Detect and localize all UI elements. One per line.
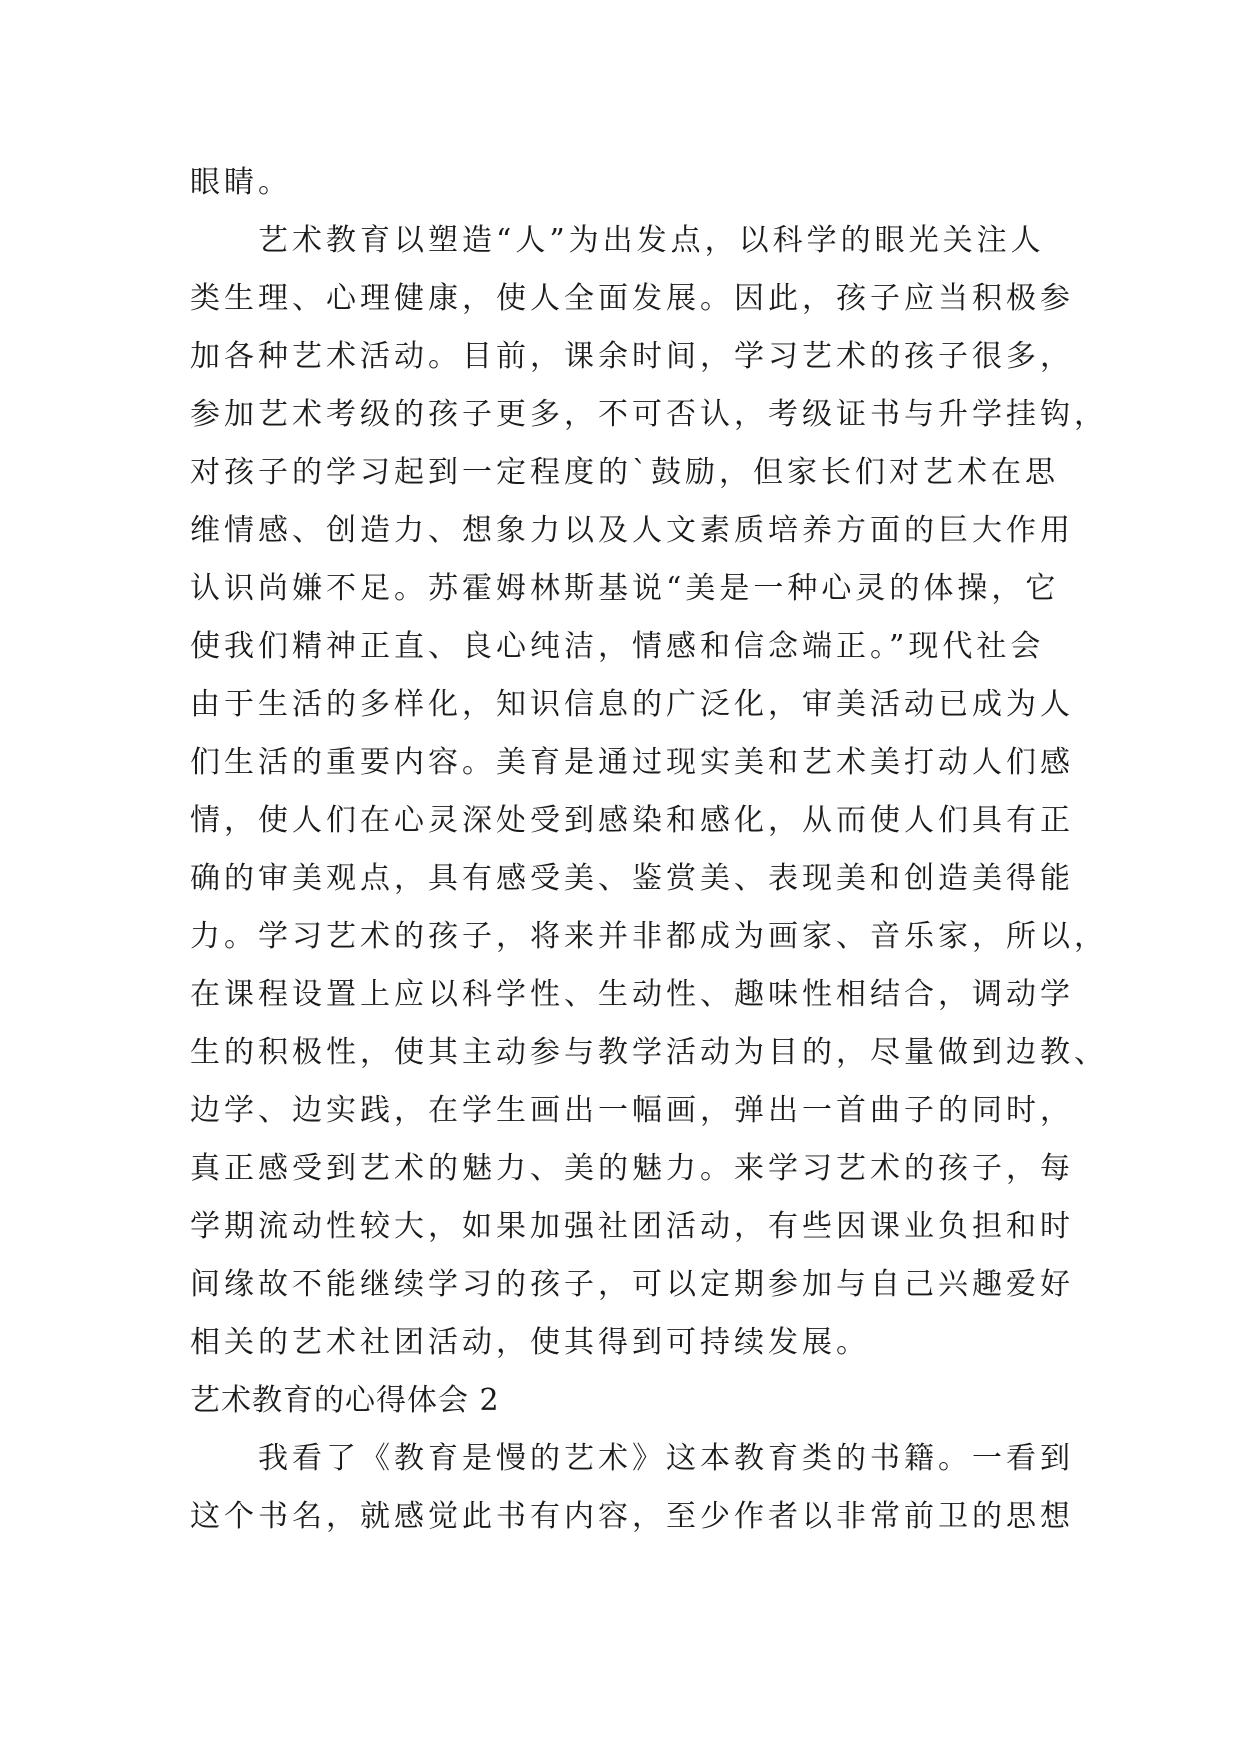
text-line: 们生活的重要内容。美育是通过现实美和艺术美打动人们感 bbox=[190, 745, 1074, 780]
text-line: 间缘故不能继续学习的孩子，可以定期参加与自己兴趣爱好 bbox=[190, 1267, 1074, 1302]
text-line: 力。学习艺术的孩子，将来并非都成为画家、音乐家，所以， bbox=[190, 919, 1108, 954]
text-line: 参加艺术考级的孩子更多，不可否认，考级证书与升学挂钩， bbox=[190, 397, 1108, 432]
text-line: 类生理、心理健康，使人全面发展。因此，孩子应当积极参 bbox=[190, 281, 1074, 316]
text-line: 确的审美观点，具有感受美、鉴赏美、表现美和创造美得能 bbox=[190, 861, 1074, 896]
text-line: 在课程设置上应以科学性、生动性、趣味性相结合，调动学 bbox=[190, 977, 1074, 1012]
paragraph-first-line: 艺术教育以塑造“人”为出发点，以科学的眼光关注人 bbox=[258, 223, 1045, 258]
text-line: 对孩子的学习起到一定程度的`鼓励，但家长们对艺术在思 bbox=[190, 455, 1059, 490]
text-line: 加各种艺术活动。目前，课余时间，学习艺术的孩子很多， bbox=[190, 339, 1074, 374]
text-line: 由于生活的多样化，知识信息的广泛化，审美活动已成为人 bbox=[190, 687, 1074, 722]
section-heading: 艺术教育的心得体会 2 bbox=[190, 1383, 500, 1418]
text-line: 真正感受到艺术的魅力、美的魅力。来学习艺术的孩子，每 bbox=[190, 1151, 1074, 1186]
text-line: 这个书名，就感觉此书有内容，至少作者以非常前卫的思想 bbox=[190, 1499, 1074, 1534]
text-line: 相关的艺术社团活动，使其得到可持续发展。 bbox=[190, 1325, 870, 1360]
paragraph-first-line: 我看了《教育是慢的艺术》这本教育类的书籍。一看到 bbox=[258, 1441, 1074, 1476]
text-line: 使我们精神正直、良心纯洁，情感和信念端正。”现代社会 bbox=[190, 629, 1045, 664]
text-line: 边学、边实践，在学生画出一幅画，弹出一首曲子的同时， bbox=[190, 1093, 1074, 1128]
text-line: 维情感、创造力、想象力以及人文素质培养方面的巨大作用 bbox=[190, 513, 1074, 548]
text-line: 眼睛。 bbox=[190, 165, 292, 200]
text-line: 生的积极性，使其主动参与教学活动为目的，尽量做到边教、 bbox=[190, 1035, 1108, 1070]
text-line: 认识尚嫌不足。苏霍姆林斯基说“美是一种心灵的体操，它 bbox=[190, 571, 1060, 606]
text-line: 学期流动性较大，如果加强社团活动，有些因课业负担和时 bbox=[190, 1209, 1074, 1244]
text-line: 情，使人们在心灵深处受到感染和感化，从而使人们具有正 bbox=[190, 803, 1074, 838]
